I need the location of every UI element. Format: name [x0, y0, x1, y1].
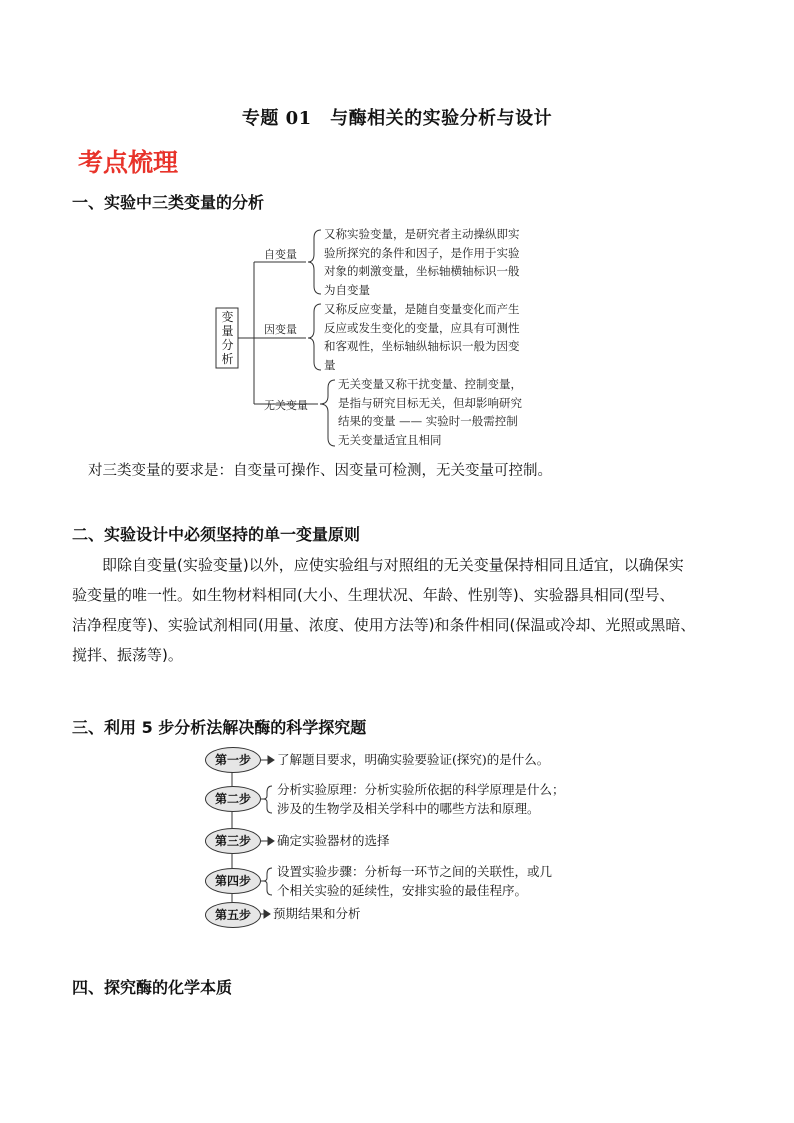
branch-label-independent: 自变量: [264, 248, 297, 261]
step-3-text: 确定实验器材的选择: [277, 833, 390, 848]
branch-text-independent: 又称实验变量，是研究者主动操纵即实 验所探究的条件和因子，是作用于实验 对象的刺激变量，坐标轴横轴标识一般 为自变量: [324, 227, 520, 297]
step-1-oval: 第一步: [205, 747, 261, 773]
section-2-heading: 二、实验设计中必须坚持的单一变量原则: [72, 525, 361, 544]
branch-text-extraneous: 无关变量又称干扰变量、控制变量， 是指与研究目标无关，但却影响研究 结果的变量 —— 实验时一般需控制 无关变量适宜且相同: [338, 377, 522, 447]
branch-label-extraneous: 无关变量: [264, 399, 308, 412]
step-4-oval: 第四步: [205, 868, 261, 894]
section-2-paragraph: 即除自变量(实验变量)以外，应使实验组与对照组的无关变量保持相同且适宜，以确保实 验变量的唯一性。如生物材料相同(大小、生理状况、年龄、性别等)、实验器具相同(型号、 洁净程度等)、实验试剂相同(用量、浓度、使用方法等)和条件相同(保温或冷却、光照或黑暗、 搅拌、振荡等)。: [72, 556, 696, 664]
step-3-oval: 第三步: [205, 828, 261, 854]
section-4-heading: 四、探究酶的化学本质: [72, 978, 233, 997]
step-2-text: 分析实验原理：分析实验所依据的科学原理是什么； 涉及的生物学及相关学科中的哪些方法和原理。: [277, 782, 565, 816]
document-title: 专题 01 与酶相关的实验分析与设计: [241, 108, 553, 129]
section-1-heading: 一、实验中三类变量的分析: [72, 193, 265, 212]
step-4-text: 设置实验步骤：分析每一环节之间的关联性，或几 个相关实验的延续性，安排实验的最佳程序。: [277, 864, 553, 898]
section-banner: 考点梳理: [78, 148, 179, 177]
step-5-oval: 第五步: [205, 902, 261, 928]
variables-summary: 对三类变量的要求是：自变量可操作、因变量可检测，无关变量可控制。: [88, 463, 552, 479]
step-2-oval: 第二步: [205, 786, 261, 812]
step-5-text: 预期结果和分析: [273, 906, 361, 921]
branch-text-dependent: 又称反应变量，是随自变量变化而产生 反应或发生变化的变量，应具有可测性 和客观性，坐标轴纵轴标识一般为因变 量: [324, 302, 520, 372]
section-3-heading: 三、利用 5 步分析法解决酶的科学探究题: [72, 718, 367, 737]
diagram-root-label: 变 量 分 析: [221, 310, 234, 366]
step-1-text: 了解题目要求，明确实验要验证(探究)的是什么。: [277, 752, 550, 767]
branch-label-dependent: 因变量: [264, 323, 297, 336]
